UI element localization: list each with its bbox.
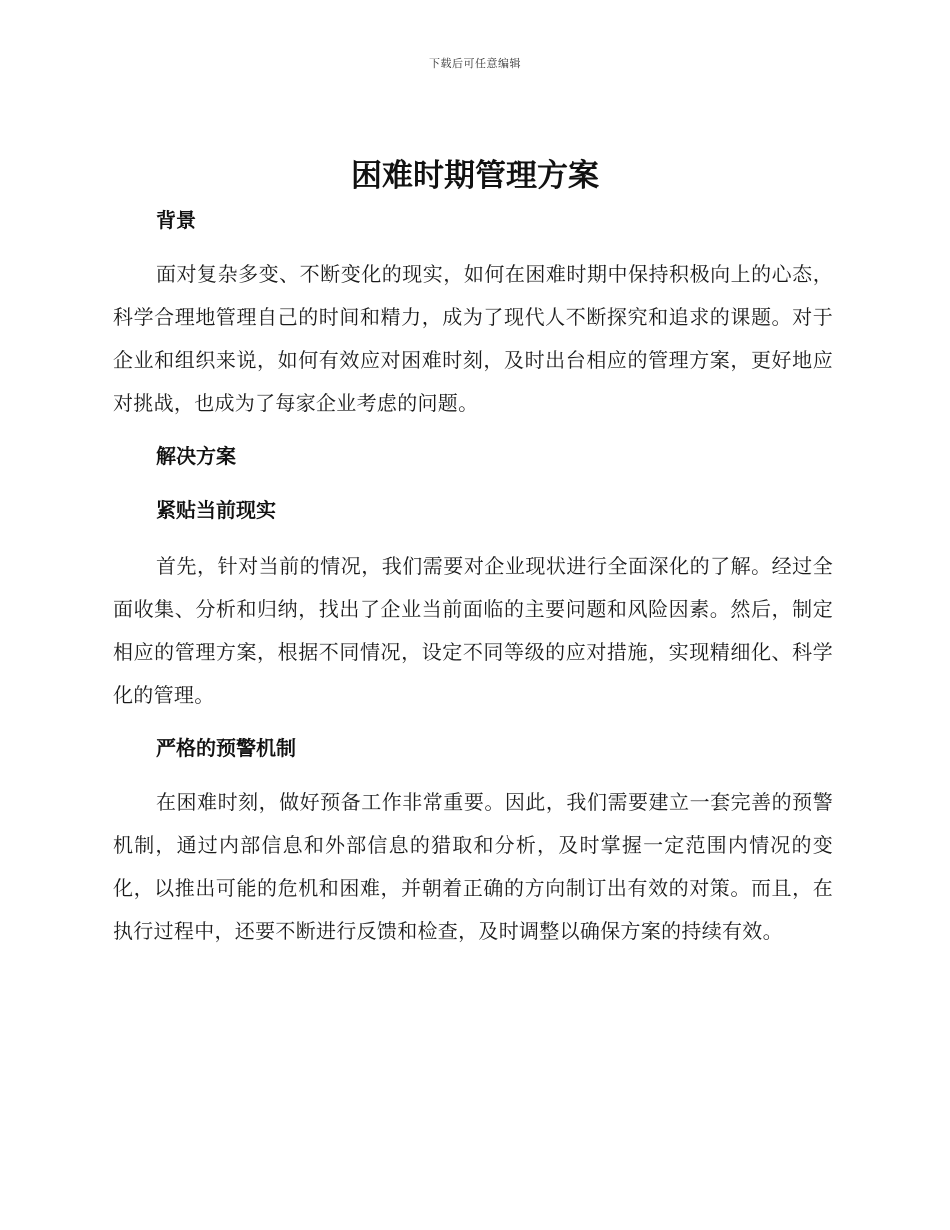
paragraph-warning: 在困难时刻，做好预备工作非常重要。因此，我们需要建立一套完善的预警机制，通过内部信息和外部信息的猎取和分析，及时掌握一定范围内情况的变化，以推出可能的危机和困难，并朝着正确的方向制订出有效的对策。而且，在执行过程中，还要不断进行反馈和检查，及时调整以确保方案的持续有效。 <box>113 790 833 943</box>
paragraph-reality: 首先，针对当前的情况，我们需要对企业现状进行全面深化的了解。经过全面收集、分析和归纳，找出了企业当前面临的主要问题和风险因素。然后，制定相应的管理方案，根据不同情况，设定不同等级的应对措施，实现精细化、科学化的管理。 <box>113 554 833 707</box>
section-heading-solution: 解决方案 <box>156 444 236 468</box>
document-title: 困难时期管理方案 <box>351 158 599 194</box>
header-note: 下载后可任意编辑 <box>429 57 521 70</box>
section-heading-background: 背景 <box>156 208 196 232</box>
paragraph-background: 面对复杂多变、不断变化的现实，如何在困难时期中保持积极向上的心态，科学合理地管理自己的时间和精力，成为了现代人不断探究和追求的课题。对于企业和组织来说，如何有效应对困难时刻，及时出台相应的管理方案，更好地应对挑战，也成为了每家企业考虑的问题。 <box>113 262 833 415</box>
subsection-heading-warning: 严格的预警机制 <box>156 736 296 760</box>
subsection-heading-reality: 紧贴当前现实 <box>156 498 276 522</box>
